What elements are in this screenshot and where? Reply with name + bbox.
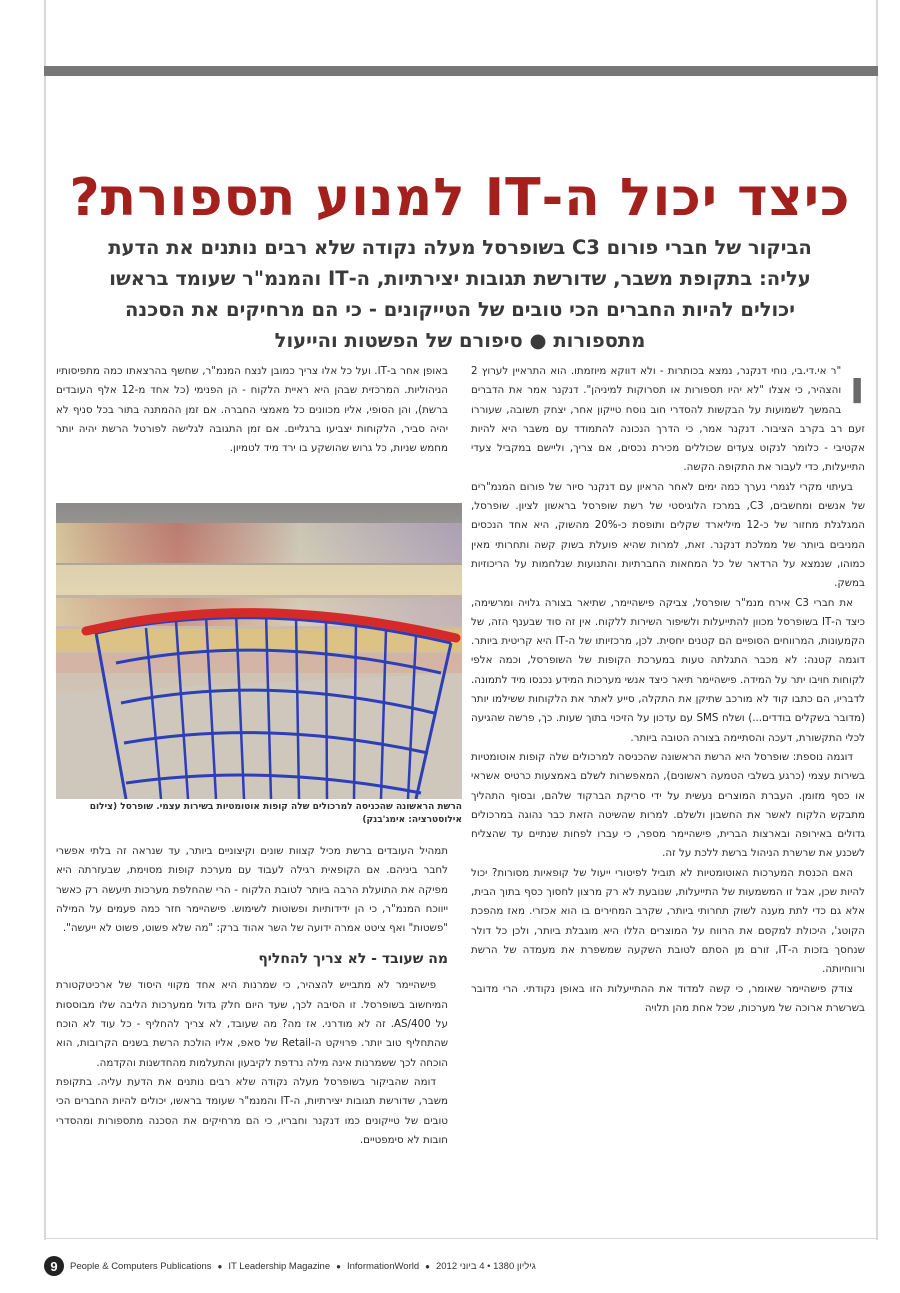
magazine-name: IT Leadership Magazine xyxy=(228,1260,331,1272)
article-subhead: הביקור של חברי פורום C3 בשופרסל מעלה נקודה שלא רבים נותנים את הדעת עליה: בתקופת משבר, שדורשת תגובות יצירתיות, ה-IT והמנמ"ר שעומד בראשו יכולים להיות החברים הכי טובים של הטייקונים - כי הם מרחיקים את הסכנה מתספורות ● סיפורם של הפשטות והייעול xyxy=(108,236,812,352)
article-column-left-bottom xyxy=(56,842,448,1150)
publisher-name: People & Computers Publications xyxy=(70,1260,212,1272)
paragraph: דוגמה נוספת: שופרסל היא הרשת הראשונה שהכניסה למרכולים שלה קופות אוטומטיות בשירות עצמי (כרגע בשלבי הטמעה ראשונים), המאפשרות לשלם באמצעות כרטיס אשראי או כסף מזומן. העברת המוצרים נעשית על ידי סריקת הברקוד שלהם, ובסוף התהליך מתבקש הלקוח לאשר את החשבון ולשלם. למרות שהשיטה הזאת כבר נהוגה במרכולים גדולים באירופה ובארצות הברית, פישהיימר מספר, כי עברו לפחות שנתיים עד שהצליח לשכנע את שרשרת הניהול ברשת ללכת על זה. xyxy=(471,750,865,860)
article-column-left-top xyxy=(56,362,448,458)
photo-caption: הרשת הראשונה שהכניסה למרכולים שלה קופות אוטומטיות בשירות עצמי. שופרסל (צילום אילוסטרציה: אימג'בנק) xyxy=(89,802,462,825)
paragraph: פישהיימר לא מתבייש להצהיר, כי שמרנות היא אחד מקווי היסוד של ארכיטקטורת המיחשוב בשופרסל. זו הסיבה לכך, שעד היום חלק גדול ממערכות הליבה שלו מבוססות על AS/400. זה לא מודרני. אז מה? מה שעובד, לא צריך להחליף - כל עוד לא הוכח שהתחליף טוב יותר. פרויקט ה-Retail של סאפ, אליו הולכת הרשת בשנים הקרובות, הוא הוכחה לכך ששמרנות אינה מילה נרדפת לקיבעון והתעלמות מהחדשנות והקדמה. xyxy=(56,979,449,1069)
paragraph: בעיתוי מקרי לגמרי נערך כמה ימים לאחר הראיון עם דנקנר סיור של פורום המנמ"רים של אנשים ומחשבים, C3, במרכז הלוגיסטי של רשת שופרסל בראשון לציון. שופרסל, המגלגלת מחזור של כ-12 מיליארד שקלים ותופסת כ-20% מהשוק, היא אחד הנכסים המניבים ביותר של ממלכת דנקנר. זאת, למרות שהיא פועלת בשוק קשה ותחרותי מאין כמוהו, שנמצא על הרדאר של כל המחאות החברתיות והתנועות שנלחמות על הריכוזיות במשק. xyxy=(471,480,865,590)
top-bar xyxy=(44,66,878,76)
paragraph: באופן אחר ב-IT. ועל כל אלו צריך כמובן לנצח המנמ"ר, שחשף בהרצאתו כמה מתפיסותיו הניהוליות. המרכזית שבהן היא ראיית הלקוח - הן הפנימי (כל אחד מ-12 אלף העובדים ברשת), והן הסופי, אליו מכוונים כל מאמצי החברה. אם זמן ההמתנה בתור בכל סניף לא יהיה סביר, הלקוחות יצביעו ברגליים. אם זמן התגובה לגלישה לפורטל הרשת יהיה יותר מחמש שניות, כל גרוש שהושקע בו ירד מיד לטמיון. xyxy=(56,365,448,455)
paragraph: דומה שהביקור בשופרסל מעלה נקודה שלא רבים נותנים את הדעת עליה. בתקופת משבר, שדורשת תגובות יצירתיות, ה-IT והמנמ"ר שעומד בראשו, יכולים להיות החברים הכי טובים של טייקונים כמו דנקנר וחבריו, כי הם מרחיקים את הסכנה מתספורות ומהסדרי חובות לא סימפטיים. xyxy=(56,1075,448,1146)
separator-dot-icon: ● xyxy=(217,1261,223,1271)
paragraph: צודק פישהיימר שאומר, כי קשה למדוד את ההתייעלות הזו באופן נקודתי. הרי מדובר בשרשרת ארוכה של מערכות, שכל אחת מהן תלויה xyxy=(471,982,865,1014)
separator-dot-icon: ● xyxy=(425,1261,430,1271)
shopping-cart-icon xyxy=(56,503,462,799)
separator-dot-icon: ● xyxy=(336,1261,341,1271)
drop-cap: ו xyxy=(849,360,865,414)
article-column-right xyxy=(471,362,865,1018)
frame-right-line xyxy=(876,0,878,1240)
paragraph: תמהיל העובדים ברשת מכיל קצוות שונים וקיצוניים ביותר, עד שנראה זה בלתי אפשרי לחבר ביניהם. אם הקופאית רגילה לעבוד עם מערכת קופות מסוימת, שבעזרתה היא מפיקה את התועלת הרבה ביותר לטובת הלקוח - הרי שהחלפת מערכות תיעשה רק כאשר ייווכח המנמ"ר, כי הן ידידותיות ופשוטות לשימוש. פישהיימר חזר כמה פעמים על המילה "פשטות" ואף ציטט אמרה ידועה של השר אהוד ברק: "מה שלא פשוט, פשוט לא ייעשה". xyxy=(56,845,448,935)
section-heading: מה שעובד - לא צריך להחליף xyxy=(258,951,448,968)
page-number: 9 xyxy=(44,1256,64,1276)
issue-info: גיליון 1380 • 4 ביוני 2012 xyxy=(435,1260,536,1272)
paragraph: "ר אי.די.בי, נוחי דנקנר, נמצא בכותרות - ולא דווקא מיוזמתו. הוא התראיין לערוץ 2 והצהיר, כי אצלו "לא יהיו תספורות או תסרוקות למיניהן". דנקנר אמר את הדברים בהמשך לשמועות על הבקשות להסדרי חוב נוסח טייקון אחר, יצחק תשובה, שעוררו זעם רב בקרב הציבור. דנקנר אמר, כי הדרך הנכונה להתמודד עם משבר היא להיות אקטיבי - כלומר לנקוט צעדים שכוללים מכירת נכסים, אם צריך, וליישם במקביל צעדי התייעלות, כדי לעבור את התקופה הקשה. xyxy=(471,365,865,474)
paragraph: האם הכנסת המערכות האוטומטיות לא תוביל לפיטורי ייעול של קופאיות מסורות? יכול להיות שכן, אבל זו המשמעות של התייעלות, שנובעת לא רק מרצון לחסוך כסף בתוך הבית, אלא גם כדי לתת מענה לשוק תחרותי ביותר, שקרב המחירים בו הוא אכזרי. מאז מהפכת הקוטג', היכולת למקסם את הרווח על המוצרים הללו היא מוגבלת ביותר, ולכן כל דולר שנחסך בזכות ה-IT, זורם מן הסתם לטובת השקעה שמשפרת את מעמדה של הרשת ורווחיותה. xyxy=(471,866,865,976)
article-headline: כיצד יכול ה-IT למנוע תספורת? xyxy=(69,168,851,228)
frame-bottom-line xyxy=(44,1238,878,1239)
paragraph: את חברי C3 אירח מנמ"ר שופרסל, צביקה פישהיימר, שתיאר בצורה גלויה ומרשימה, כיצד ה-IT בשופרסל מכוון להתייעלות ולשיפור השירות ללקוח. אין זה סוד שבענף הזה, של הקמעונות, המרווחים הסופיים הם קטנים יחסית. לכן, מרכזיותו של ה-IT היא קריטית ביותר. דוגמה קטנה: לא מכבר התגלתה טעות במערכת הקופות של השופרסל, וכמה אלפי לקוחות חויבו יתר על המידה. פישהיימר תיאר כיצד אנשי מערכות המידע נכנסו מיד לתמונה. לדבריו, הם כתבו קוד לא מורכב שתיקן את התקלה, סייע לאתר את הלקוחות ששילמו יותר (מדובר בשקלים בודדים...) ושלח SMS עם עדכון על הזיכוי בתוך שעות. כך, פרשה שהגיעה לכלי התקשורת, דעכה והסתיימה בצורה הטובה ביותר. xyxy=(471,596,865,744)
supermarket-cart-photo xyxy=(56,503,462,799)
frame-left-line xyxy=(44,0,46,1240)
page-footer xyxy=(44,1256,878,1276)
site-name: InformationWorld xyxy=(346,1260,420,1272)
